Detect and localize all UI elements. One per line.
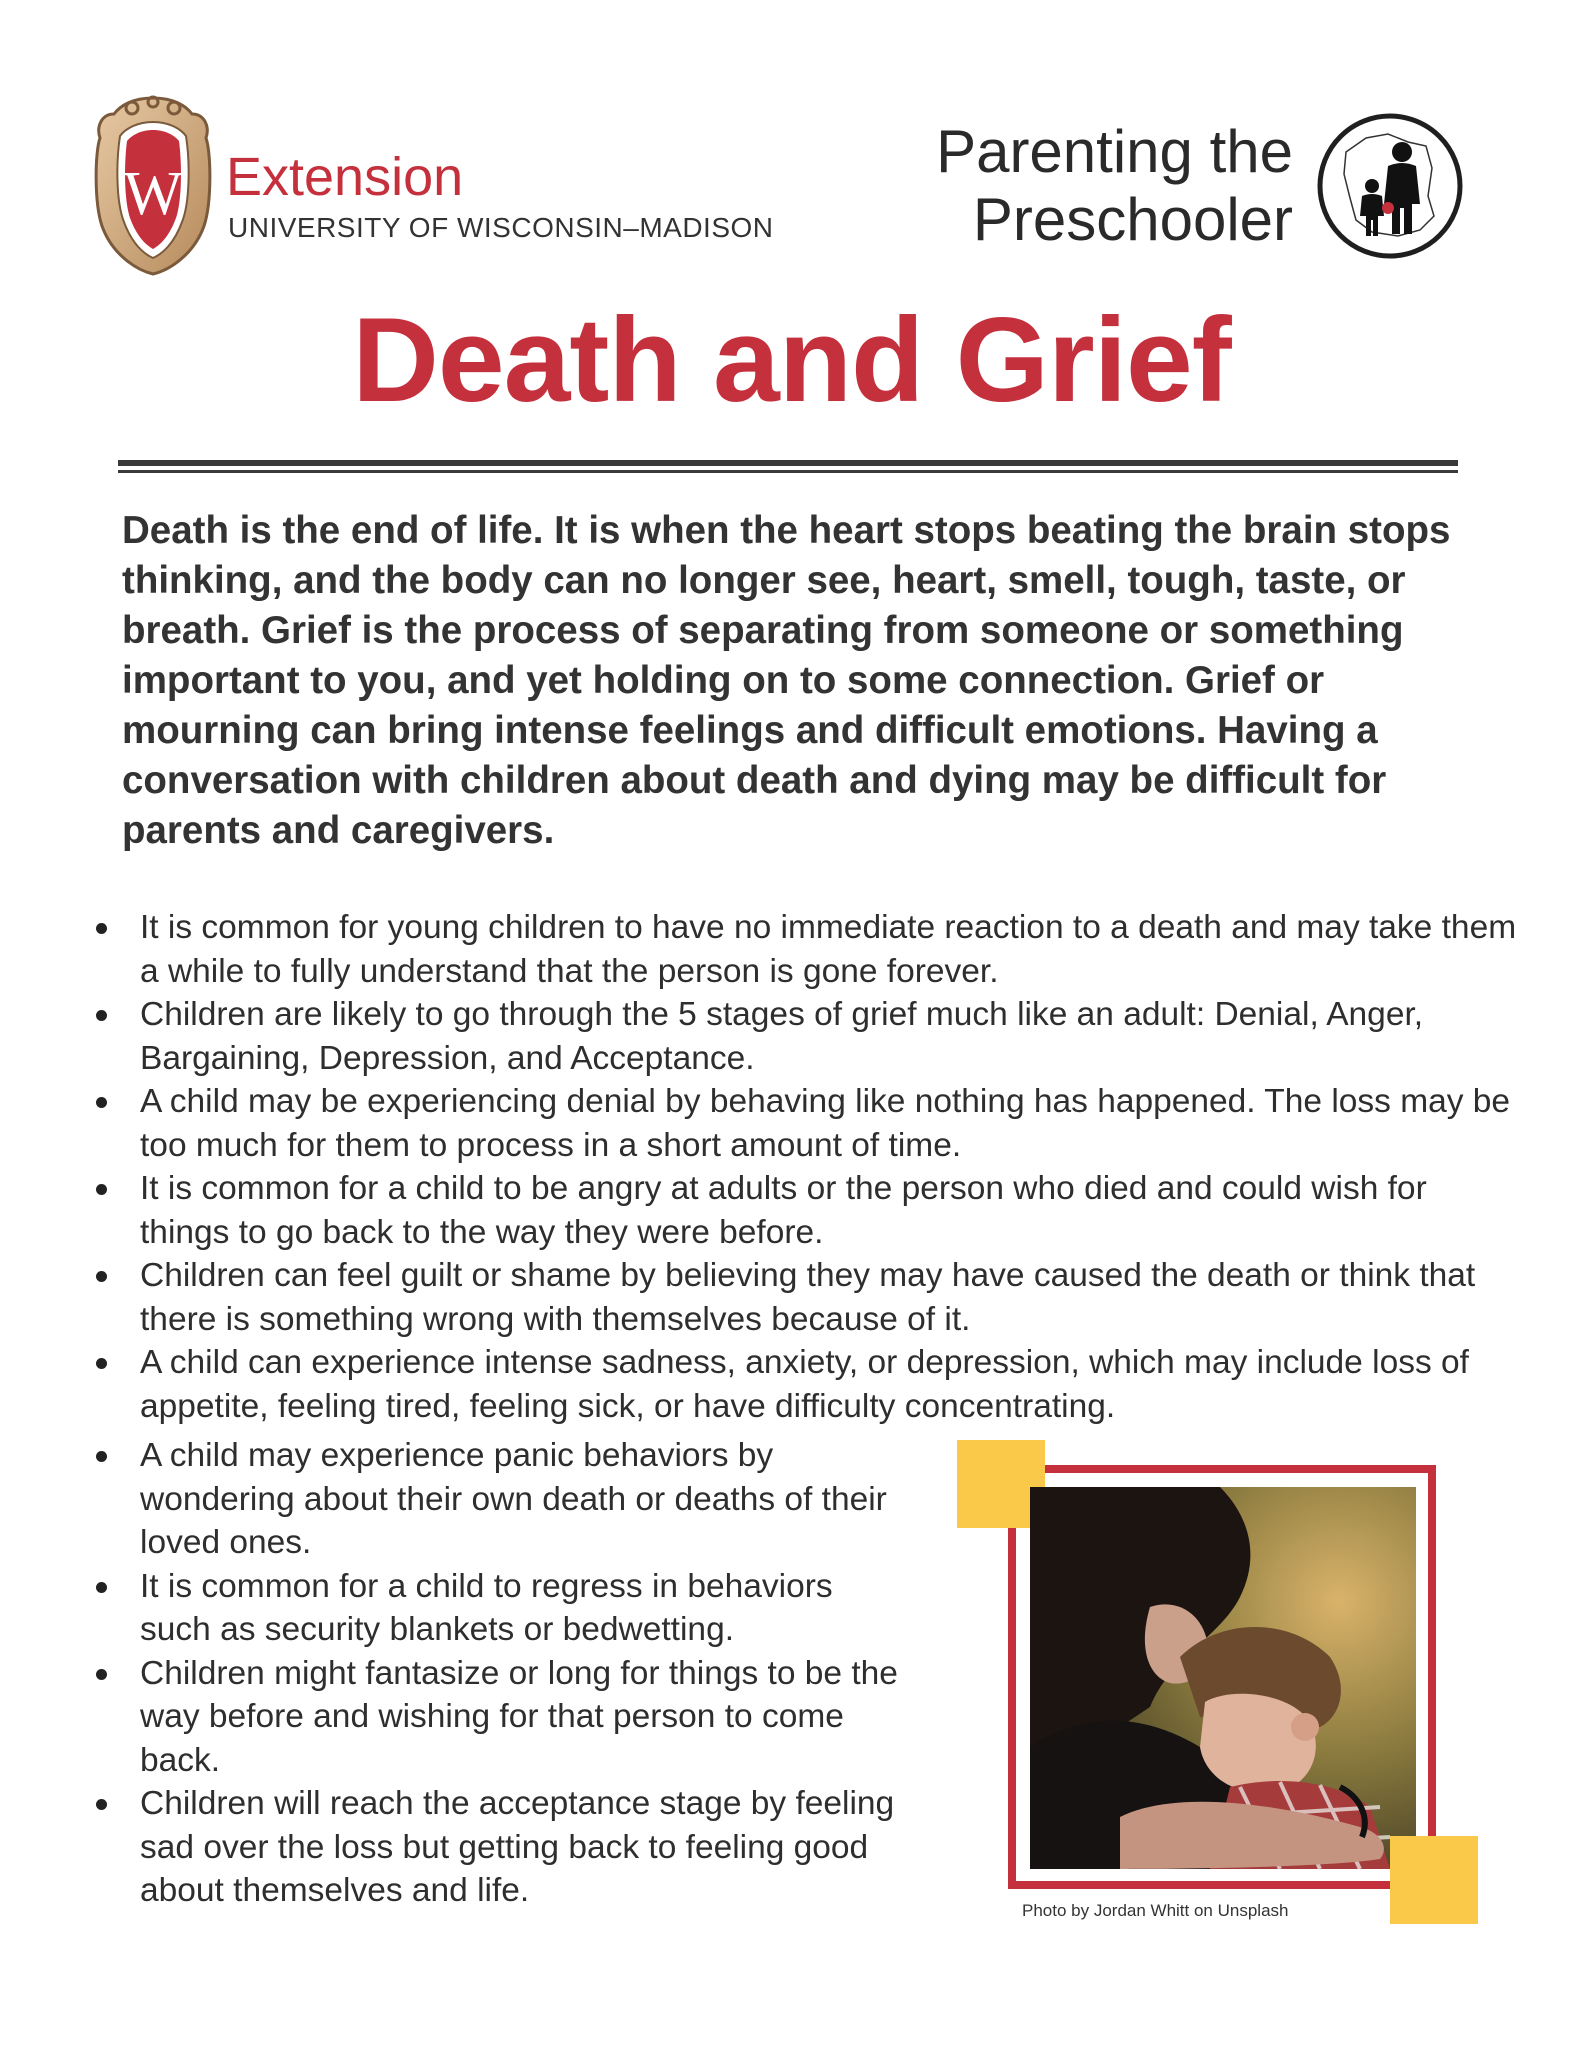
title-divider-thin xyxy=(118,470,1458,473)
title-divider xyxy=(118,460,1458,466)
list-item: Children might fantasize or long for things to be the way before and wishing for that person to come back. xyxy=(92,1652,912,1783)
photo-credit: Photo by Jordan Whitt on Unsplash xyxy=(1022,1901,1289,1920)
list-item: Children can feel guilt or shame by believing they may have caused the death or think that there is something wrong with themselves because of it. xyxy=(92,1254,1522,1341)
extension-wordmark: Extension xyxy=(226,147,464,207)
hug-photo xyxy=(1030,1487,1416,1869)
university-name: UNIVERSITY OF WISCONSIN–MADISON xyxy=(228,212,774,243)
parent-child-icon xyxy=(1316,112,1464,260)
bullet-list-side xyxy=(92,1434,912,1913)
intro-paragraph: Death is the end of life. It is when the heart stops beating the brain stops thinking, and the body can no longer see, heart, smell, tough, taste, or breath. Grief is the process of separating from someone or something important to you, and yet holding on to some connection. Grief or mourning can bring intense feelings and difficult emotions. Having a conversation with children about death and dying may be difficult for parents and caregivers. xyxy=(122,509,1451,852)
list-item: It is common for a child to be angry at adults or the person who died and could wish for things to go back to the way they were before. xyxy=(92,1167,1522,1254)
program-title-line2: Preschooler xyxy=(972,186,1293,253)
decorative-square-bottom xyxy=(1390,1836,1478,1924)
svg-text:W: W xyxy=(123,160,183,228)
list-item: Children will reach the acceptance stage by feeling sad over the loss but getting back to feeling good about themselves and life. xyxy=(92,1782,912,1913)
program-title xyxy=(893,118,1293,254)
list-item: A child can experience intense sadness, anxiety, or depression, which may include loss of appetite, feeling tired, feeling sick, or have difficulty concentrating. xyxy=(92,1341,1522,1428)
list-item: It is common for a child to regress in behaviors such as security blankets or bedwetting. xyxy=(92,1565,912,1652)
list-item: It is common for young children to have no immediate reaction to a death and may take them a while to fully understand that the person is gone forever. xyxy=(92,906,1522,993)
list-item: A child may experience panic behaviors by wondering about their own death or deaths of their loved ones. xyxy=(92,1434,912,1565)
list-item: A child may be experiencing denial by behaving like nothing has happened. The loss may be too much for them to process in a short amount of time. xyxy=(92,1080,1522,1167)
page-title: Death and Grief xyxy=(352,293,1231,427)
uw-crest-logo xyxy=(92,92,214,278)
program-title-line1: Parenting the xyxy=(936,118,1293,185)
list-item: Children are likely to go through the 5 stages of grief much like an adult: Denial, Anger, Bargaining, Depression, and Acceptance. xyxy=(92,993,1522,1080)
bullet-list xyxy=(92,906,1522,1428)
